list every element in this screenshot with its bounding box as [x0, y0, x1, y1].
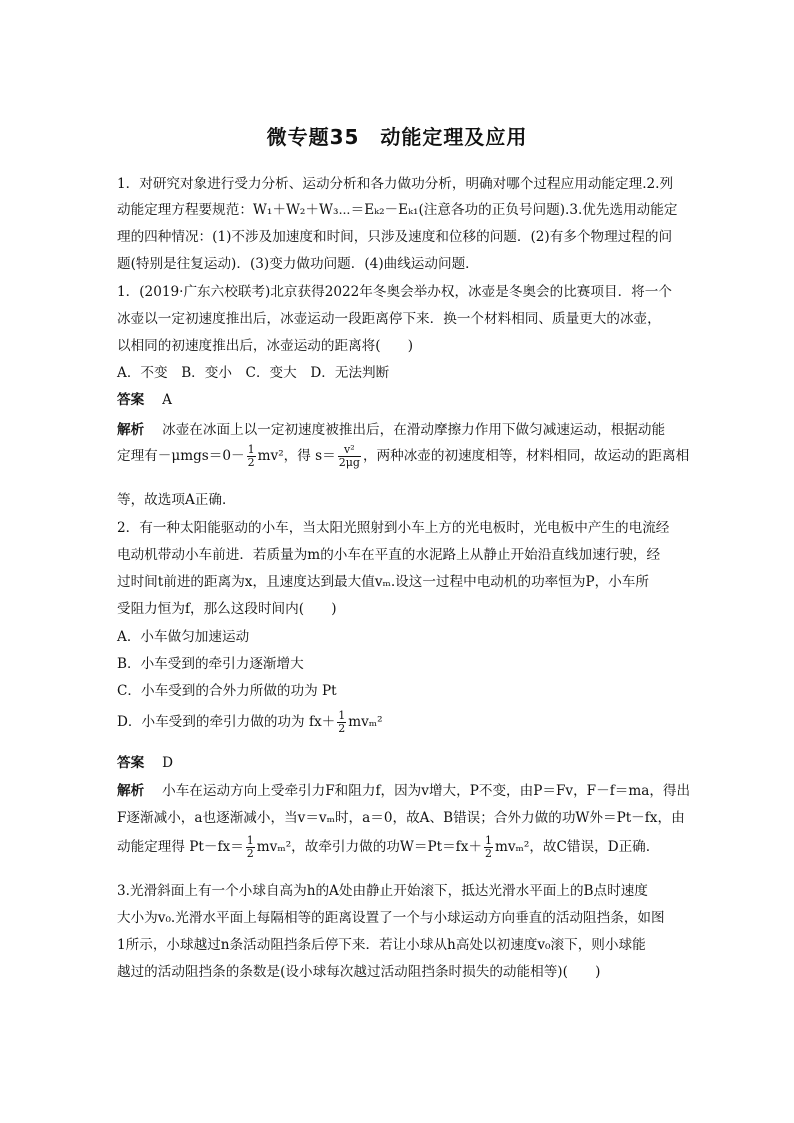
q2-analysis-line-2: F逐渐减小，a也逐渐减小，当v＝vₘ时，a＝0，故A、B错误；合外力做的功W外＝Pt－fx，由 — [117, 810, 685, 826]
q2-analysis-text-3c: mvₘ²，故C错误，D正确. — [494, 839, 651, 856]
q1-stem-line-1: 1．(2019·广东六校联考)北京获得2022年冬奥会举办权，冰壶是冬奥会的比赛项目．将一个 — [117, 284, 672, 300]
fraction-half: $\frac{1}{2}$ — [247, 443, 255, 470]
q2-stem-line-3: 过时间t前进的距离为x，且速度达到最大值vₘ.设这一过程中电动机的功率恒为P，小车所 — [117, 574, 649, 590]
q1-analysis-text-2a: 定理有－μmgs＝0－ — [117, 448, 245, 465]
q2-analysis-text-3a: 动能定理得 Pt－fx＝ — [117, 839, 244, 856]
q2-option-d — [117, 710, 383, 735]
q2-option-c: C．小车受到的合外力所做的功为 Pt — [117, 683, 337, 699]
q1-analysis-line-1 — [117, 418, 665, 438]
q3-stem-line-1: 3.光滑斜面上有一个小球自高为h的A处由静止开始滚下，抵达光滑水平面上的B点时速度 — [117, 883, 648, 899]
q1-stem-line-2: 冰壶以一定初速度推出后，冰壶运动一段距离停下来．换一个材料相同、质量更大的冰壶， — [117, 311, 661, 327]
fraction-half: $\frac{1}{2}$ — [246, 834, 254, 861]
q1-stem-line-3: 以相同的初速度推出后，冰壶运动的距离将( ) — [117, 338, 414, 354]
page-title: 微专题35 动能定理及应用 — [266, 125, 528, 149]
intro-line-4: 题(特别是往复运动)．(3)变力做功问题．(4)曲线运动问题． — [117, 256, 479, 272]
q1-answer-value: A — [162, 392, 172, 408]
q2-answer-row — [117, 751, 173, 771]
intro-line-1: 1．对研究对象进行受力分析、运动分析和各力做功分析，明确对哪个过程应用动能定理.2.列 — [117, 176, 674, 192]
q1-analysis-label: 解析 — [117, 422, 145, 438]
q1-analysis-text-2b: mv²，得 s＝ — [257, 448, 336, 465]
fraction-half: $\frac{1}{2}$ — [484, 834, 492, 861]
q2-analysis-line-3 — [117, 835, 650, 860]
q2-analysis-label: 解析 — [117, 783, 145, 799]
q1-analysis-line-3: 等，故选项A正确． — [117, 492, 236, 508]
q2-option-d-text-b: mvₘ² — [348, 714, 383, 731]
q2-stem-line-2: 电动机带动小车前进．若质量为m的小车在平直的水泥路上从静止开始沿直线加速行驶，经 — [117, 547, 661, 563]
intro-line-2: 动能定理方程要规范：W₁＋W₂＋W₃⋯＝Eₖ₂－Eₖ₁(注意各功的正负号问题).3.优先选用动能定 — [117, 202, 678, 218]
q2-option-b: B．小车受到的牵引力逐渐增大 — [117, 656, 304, 672]
q1-analysis-text-2c: ，两种冰壶的初速度相等，材料相同，故运动的距离相 — [362, 448, 690, 465]
intro-line-3: 理的四种情况：(1)不涉及加速度和时间，只涉及速度和位移的问题．(2)有多个物理过程的问 — [117, 229, 673, 245]
q2-stem-line-4: 受阻力恒为f，那么这段时间内( ) — [117, 601, 337, 617]
q2-stem-line-1: 2．有一种太阳能驱动的小车，当太阳光照射到小车上方的光电板时，光电板中产生的电流经 — [117, 520, 670, 536]
q3-stem-line-3: 1所示，小球越过n条活动阻挡条后停下来．若让小球从h高处以初速度v₀滚下，则小球能 — [117, 937, 646, 953]
q1-answer-label: 答案 — [117, 392, 145, 408]
q2-answer-value: D — [162, 755, 174, 771]
fraction-v2-over-2mug: $\frac{\text{v²}}{2\mu g}$ — [338, 443, 360, 470]
q1-answer-row — [117, 388, 172, 408]
q1-analysis-text-1: 冰壶在冰面上以一定初速度被推出后，在滑动摩擦力作用下做匀减速运动，根据动能 — [162, 422, 666, 438]
q3-stem-line-4: 越过的活动阻挡条的条数是(设小球每次越过活动阻挡条时损失的动能相等)( ) — [117, 964, 601, 980]
q1-analysis-line-2 — [117, 444, 689, 469]
q3-stem-line-2: 大小为v₀.光滑水平面上每隔相等的距离设置了一个与小球运动方向垂直的活动阻挡条，如图 — [117, 910, 665, 926]
q2-analysis-text-3b: mvₘ²，故牵引力做的功W＝Pt＝fx＋ — [256, 839, 482, 856]
fraction-half: $\frac{1}{2}$ — [338, 709, 346, 736]
q2-answer-label: 答案 — [117, 755, 145, 771]
q2-option-a: A．小车做匀加速运动 — [117, 629, 250, 645]
q1-options: A．不变 B．变小 C．变大 D．无法判断 — [117, 365, 390, 381]
q2-analysis-line-1 — [117, 779, 690, 799]
q2-analysis-text-1: 小车在运动方向上受牵引力F和阻力f，因为v增大，P不变，由P＝Fv，F－f＝ma，得出 — [162, 783, 691, 799]
q2-option-d-text-a: D．小车受到的牵引力做的功为 fx＋ — [117, 714, 336, 731]
